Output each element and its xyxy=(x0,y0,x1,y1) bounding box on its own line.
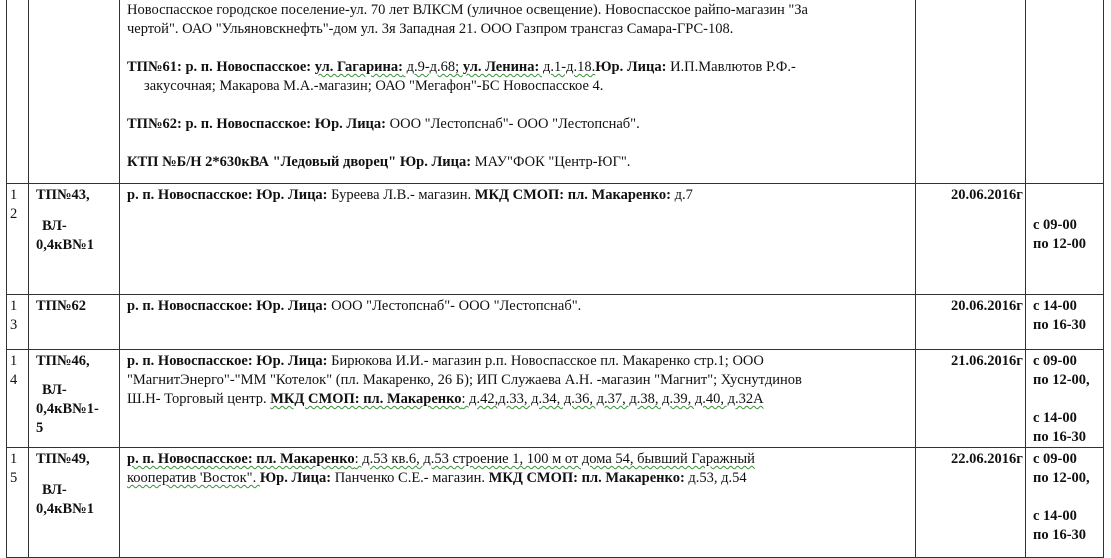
address-cell: р. п. Новоспасское: Юр. Лица: ООО "Лестопснаб"- ООО "Лестопснаб". xyxy=(120,295,916,350)
table-row xyxy=(7,448,1104,558)
table-row-continuation xyxy=(7,0,1104,184)
table-row xyxy=(7,295,1104,350)
row-number-cell: 1 5 xyxy=(7,448,29,558)
time-cell xyxy=(1026,0,1104,184)
address-line: Новоспасское городское поселение-ул. 70 лет ВЛКСМ (уличное освещение). Новоспасское райпо-магазин "За xyxy=(127,2,808,18)
date-cell: 22.06.2016г xyxy=(916,448,1026,558)
address-line: чертой". ОАО "Ульяновскнефть"-дом ул. 3я Западная 21. ООО Газпром трансгаз Самара-ГРС-108. xyxy=(127,21,734,37)
table-row xyxy=(7,350,1104,448)
time-cell: с 09-00 по 12-00, с 14-00 по 16-30 xyxy=(1026,448,1104,558)
outage-schedule-table xyxy=(6,0,1104,558)
tp61-paragraph: ТП№61: р. п. Новоспасское: ул. Гагарина: д.9-д.68; ул. Ленина: д.1-д.18.Юр. Лица: И.П.Мавлютов Р.Ф.- xyxy=(127,59,796,75)
time-cell: с 14-00 по 16-30 xyxy=(1026,295,1104,350)
address-cell: р. п. Новоспасское: Юр. Лица: Бирюкова И.И.- магазин р.п. Новоспасское пл. Макаренко стр.1; ООО "МагнитЭнерго"-"ММ "Котелок" (пл. Макаренко, 26 Б); ИП Служаева А.Н. -магазин "Магнит"; Хуснутдинов Ш.Н- Торговый центр. МКД СМОП: пл. Макаренко: д.42,д.33, д.34, д.36, д.37, д.38, д.39, д.40, д.32А xyxy=(120,350,916,448)
row-number-cell: 1 3 xyxy=(7,295,29,350)
address-cell: р. п. Новоспасское: пл. Макаренко: д.53 кв.6, д.53 строение 1, 100 м от дома 54, бывший Гаражный кооператив 'Восток". Юр. Лица: Панченко С.Е.- магазин. МКД СМОП: пл. Макаренко: д.53, д.54 xyxy=(120,448,916,558)
row-number-cell: 1 2 xyxy=(7,184,29,295)
substation-cell: ТП№49, ВЛ- 0,4кВ№1 xyxy=(29,448,120,558)
substation-cell: ТП№62 xyxy=(29,295,120,350)
substation-cell: ТП№43, ВЛ- 0,4кВ№1 xyxy=(29,184,120,295)
date-cell: 21.06.2016г xyxy=(916,350,1026,448)
date-cell xyxy=(916,0,1026,184)
address-cell xyxy=(120,0,916,184)
time-cell: с 09-00 по 12-00 xyxy=(1026,184,1104,295)
table-row xyxy=(7,184,1104,295)
date-cell: 20.06.2016г xyxy=(916,184,1026,295)
address-cell: р. п. Новоспасское: Юр. Лица: Буреева Л.В.- магазин. МКД СМОП: пл. Макаренко: д.7 xyxy=(120,184,916,295)
substation-cell: ТП№46, ВЛ- 0,4кВ№1- 5 xyxy=(29,350,120,448)
row-number-cell: 1 4 xyxy=(7,350,29,448)
tp62-paragraph: ТП№62: р. п. Новоспасское: Юр. Лица: ООО "Лестопснаб"- ООО "Лестопснаб". xyxy=(127,116,640,132)
tp61-line2: закусочная; Макарова М.А.-магазин; ОАО "Мегафон"-БС Новоспасское 4. xyxy=(144,78,604,94)
date-cell: 20.06.2016г xyxy=(916,295,1026,350)
substation-cell xyxy=(29,0,120,184)
row-number-cell xyxy=(7,0,29,184)
ktp-paragraph: КТП №Б/Н 2*630кВА "Ледовый дворец" Юр. Лица: МАУ"ФОК "Центр-ЮГ". xyxy=(127,154,631,170)
time-cell: с 09-00 по 12-00, с 14-00 по 16-30 xyxy=(1026,350,1104,448)
